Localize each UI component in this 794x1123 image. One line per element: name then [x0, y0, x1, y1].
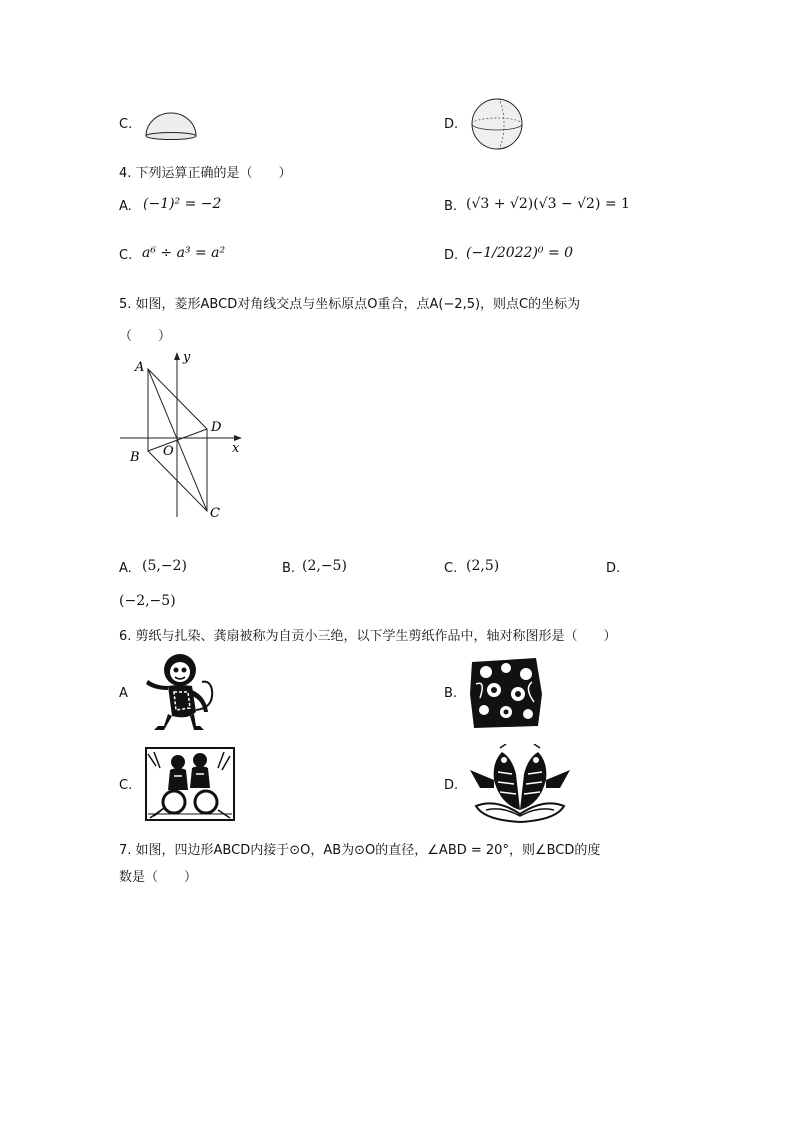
- q5-stem-line2: （ ）: [119, 329, 172, 344]
- q4-option-d-label: D.: [444, 248, 459, 263]
- ornamental-papercut-image: [466, 654, 546, 730]
- q5-option-d-value: (−2,−5): [119, 593, 176, 609]
- point-c-label: C: [210, 506, 220, 521]
- q4-option-b-expr: (√3 + √2)(√3 − √2) = 1: [466, 196, 630, 212]
- q7-stem-line1: 7. 如图，四边形ABCD内接于⊙O，AB为⊙O的直径，∠ABD = 20°，则∠BCD的度: [119, 843, 601, 858]
- q3-option-d-label: D.: [444, 117, 459, 132]
- q6-option-b-label: B.: [444, 686, 458, 701]
- q7-stem-line2: 数是（ ）: [119, 870, 198, 885]
- q5-option-b-label: B.: [282, 561, 296, 576]
- y-axis-label: y: [183, 350, 191, 365]
- twin-fish-papercut-image: [466, 744, 574, 826]
- q5-option-a-label: A.: [119, 561, 132, 576]
- q5-option-c-value: (2,5): [466, 558, 500, 574]
- point-a-label: A: [135, 360, 145, 375]
- q6-option-c-label: C.: [119, 778, 133, 793]
- sphere-icon: [470, 97, 526, 151]
- q4-option-b-label: B.: [444, 199, 458, 214]
- point-b-label: B: [130, 450, 140, 465]
- monkey-papercut-image: [138, 650, 218, 734]
- q4-stem: 4. 下列运算正确的是（ ）: [119, 166, 292, 181]
- q6-stem: 6. 剪纸与扎染、龚扇被称为自贡小三绝，以下学生剪纸作品中，轴对称图形是（ ）: [119, 629, 617, 644]
- q6-option-a-label: A: [119, 686, 128, 701]
- q5-option-a-value: (5,−2): [142, 558, 187, 574]
- q4-option-c-label: C.: [119, 248, 133, 263]
- figures-papercut-image: [144, 746, 236, 822]
- hemisphere-icon: [142, 108, 200, 140]
- q5-stem-line1: 5. 如图，菱形ABCD对角线交点与坐标原点O重合，点A(−2,5)，则点C的坐标为: [119, 297, 581, 312]
- q6-option-d-label: D.: [444, 778, 459, 793]
- q5-option-b-value: (2,−5): [302, 558, 347, 574]
- rhombus-figure: [115, 345, 255, 525]
- origin-label: O: [163, 444, 174, 459]
- q5-option-d-label: D.: [606, 561, 621, 576]
- q3-option-c-label: C.: [119, 117, 133, 132]
- q4-option-c-expr: a⁶ ÷ a³ = a²: [142, 245, 226, 261]
- q4-option-a-expr: (−1)² = −2: [143, 196, 222, 212]
- point-d-label: D: [211, 420, 222, 435]
- q5-option-c-label: C.: [444, 561, 458, 576]
- q4-option-d-expr: (−1/2022)⁰ = 0: [466, 245, 574, 261]
- q4-option-a-label: A.: [119, 199, 132, 214]
- x-axis-label: x: [232, 441, 240, 456]
